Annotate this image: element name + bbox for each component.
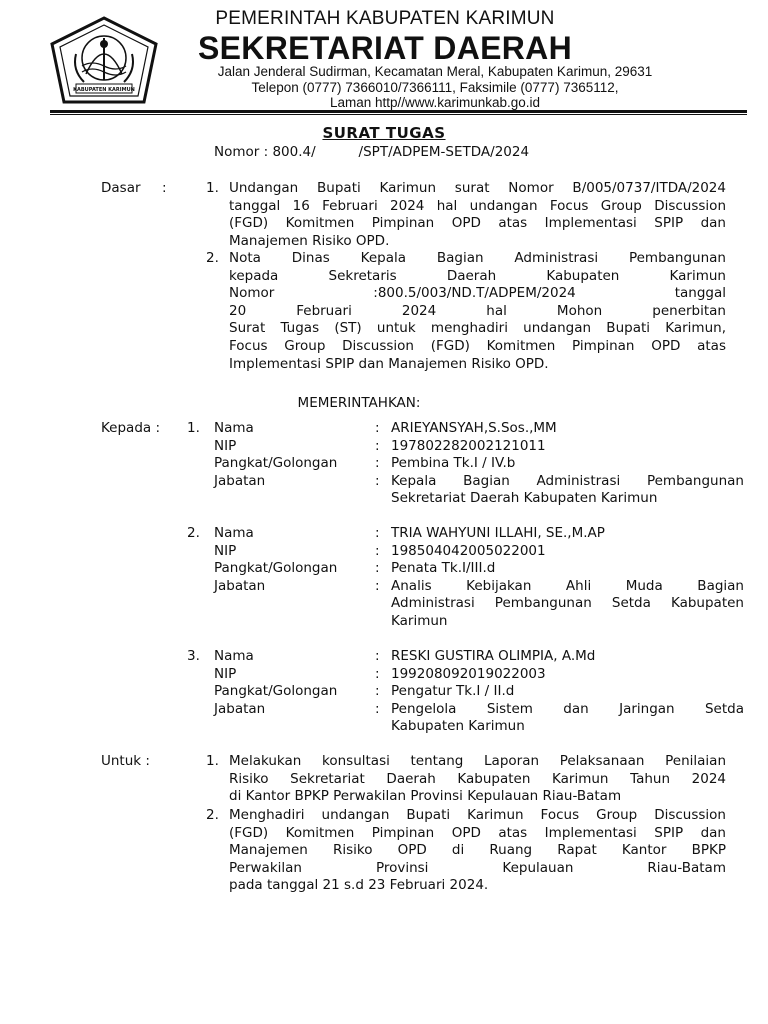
- person-rank: Pembina Tk.I / IV.b: [391, 455, 516, 472]
- text-line: (FGD) Komitmen Pimpinan OPD atas Implementasi SPIP dan: [229, 824, 726, 841]
- text-line: tanggal 16 Februari 2024 hal undangan Focus Group Discussion: [229, 197, 726, 214]
- field-label-nip: NIP: [214, 665, 237, 682]
- colon: :: [375, 577, 380, 594]
- text-line: Manajemen Risiko OPD.: [229, 232, 390, 249]
- person-nip: 198504042005022001: [391, 542, 546, 559]
- field-label-jabatan: Jabatan: [214, 700, 266, 717]
- karimun-emblem-logo: [46, 14, 162, 110]
- person-nip: 199208092019022003: [391, 665, 546, 682]
- letterhead-government: PEMERINTAH KABUPATEN KARIMUN: [215, 8, 555, 29]
- colon: :: [375, 683, 380, 700]
- memerintahkan-heading: MEMERINTAHKAN:: [297, 395, 421, 411]
- person-2-values: [391, 525, 744, 631]
- text-line: Nota Dinas Kepala Bagian Administrasi Pembangunan: [229, 250, 726, 266]
- letterhead-phone: Telepon (0777) 7366010/7366111, Faksimile (0777) 7365112,: [251, 79, 619, 95]
- person-2-colons: [375, 525, 380, 595]
- colon: :: [375, 455, 380, 472]
- colon: :: [375, 437, 380, 454]
- text-line: Manajemen Risiko OPD di Ruang Rapat Kantor BPKP: [229, 842, 726, 859]
- colon: :: [375, 472, 380, 489]
- field-label-nip: NIP: [214, 437, 237, 454]
- kepada-label: Kepada :: [101, 420, 161, 436]
- person-3-values: [391, 648, 744, 736]
- text-line: pada tanggal 21 s.d 23 Februari 2024.: [229, 877, 489, 894]
- letterhead-rule-thick: [50, 110, 747, 113]
- letterhead-address: Jalan Jenderal Sudirman, Kecamatan Meral, Kabupaten Karimun, 29631: [217, 64, 653, 79]
- letterhead-office: SEKRETARIAT DAERAH: [198, 30, 572, 66]
- text-line: Menghadiri undangan Bupati Karimun Focus Group Discussion: [229, 807, 726, 823]
- document-number: Nomor : 800.4/ /SPT/ADPEM-SETDA/2024: [214, 144, 530, 160]
- dasar-label: Dasar: [101, 180, 141, 196]
- text-line: Undangan Bupati Karimun surat Nomor B/005/0737/ITDA/2024: [229, 180, 726, 196]
- field-label-nip: NIP: [214, 542, 237, 559]
- dasar-colon: :: [162, 180, 167, 196]
- person-number: 1.: [187, 420, 200, 436]
- person-rank: Pengatur Tk.I / II.d: [391, 683, 515, 700]
- colon: :: [375, 648, 380, 664]
- person-2-fields: [214, 525, 337, 595]
- person-1-values: [391, 420, 744, 508]
- person-position: Karimun: [391, 612, 448, 629]
- person-1-fields: [214, 420, 337, 490]
- colon: :: [375, 542, 380, 559]
- person-name: TRIA WAHYUNI ILLAHI, SE.,M.AP: [391, 525, 605, 541]
- untuk-item-2: [229, 807, 726, 895]
- person-nip: 197802282002121011: [391, 437, 546, 454]
- field-label-jabatan: Jabatan: [214, 472, 266, 489]
- person-position: Kabupaten Karimun: [391, 718, 525, 735]
- person-position: Administrasi Pembangunan Setda Kabupaten: [391, 595, 744, 612]
- text-line: 20 Februari 2024 hal Mohon penerbitan: [229, 302, 726, 319]
- person-rank: Penata Tk.I/III.d: [391, 560, 496, 577]
- field-label-nama: Nama: [214, 525, 254, 541]
- letterhead-rule-thin: [50, 114, 747, 115]
- colon: :: [375, 665, 380, 682]
- field-label-jabatan: Jabatan: [214, 577, 266, 594]
- logo-caption: KABUPATEN KARIMUN: [73, 87, 135, 93]
- person-position: Analis Kebijakan Ahli Muda Bagian: [391, 577, 744, 594]
- field-label-pangkat: Pangkat/Golongan: [214, 560, 338, 577]
- colon: :: [375, 420, 380, 436]
- letterhead: [0, 0, 768, 120]
- person-position: Kepala Bagian Administrasi Pembangunan: [391, 472, 744, 489]
- person-name: RESKI GUSTIRA OLIMPIA, A.Md: [391, 648, 596, 664]
- text-line: (FGD) Komitmen Pimpinan OPD atas Implementasi SPIP dan: [229, 215, 726, 232]
- field-label-pangkat: Pangkat/Golongan: [214, 683, 338, 700]
- colon: :: [375, 525, 380, 541]
- field-label-pangkat: Pangkat/Golongan: [214, 455, 338, 472]
- person-3-colons: [375, 648, 380, 718]
- letterhead-website: Laman http//www.karimunkab.go.id: [329, 95, 541, 110]
- person-name: ARIEYANSYAH,S.Sos.,MM: [391, 420, 557, 436]
- untuk-item-number: 1.: [206, 753, 219, 769]
- document-title: SURAT TUGAS: [322, 124, 446, 142]
- text-line: Risiko Sekretariat Daerah Kabupaten Karimun Tahun 2024: [229, 770, 726, 787]
- text-line: Melakukan konsultasi tentang Laporan Pelaksanaan Penilaian: [229, 753, 726, 769]
- dasar-item-1: [229, 180, 726, 250]
- text-line: Perwakilan Provinsi Kepulauan Riau-Batam: [229, 859, 726, 876]
- person-number: 3.: [187, 648, 200, 664]
- text-line: Surat Tugas (ST) untuk menghadiri undangan Bupati Karimun,: [229, 320, 726, 337]
- dasar-item-number: 1.: [206, 180, 219, 196]
- person-1-colons: [375, 420, 380, 490]
- untuk-item-1: [229, 753, 726, 806]
- text-line: kepada Sekretaris Daerah Kabupaten Karimun: [229, 267, 726, 284]
- person-3-fields: [214, 648, 337, 718]
- field-label-nama: Nama: [214, 648, 254, 664]
- person-position: Sekretariat Daerah Kabupaten Karimun: [391, 490, 658, 507]
- field-label-nama: Nama: [214, 420, 254, 436]
- colon: :: [375, 700, 380, 717]
- dasar-item-2: [229, 250, 726, 373]
- person-number: 2.: [187, 525, 200, 541]
- dasar-item-number: 2.: [206, 250, 219, 266]
- person-position: Pengelola Sistem dan Jaringan Setda: [391, 700, 744, 717]
- text-line: di Kantor BPKP Perwakilan Provinsi Kepulauan Riau-Batam: [229, 788, 622, 805]
- text-line: Nomor :800.5/003/ND.T/ADPEM/2024 tanggal: [229, 285, 726, 302]
- text-line: Focus Group Discussion (FGD) Komitmen Pimpinan OPD atas: [229, 337, 726, 354]
- untuk-label: Untuk :: [101, 753, 150, 769]
- untuk-item-number: 2.: [206, 807, 219, 823]
- text-line: Implementasi SPIP dan Manajemen Risiko OPD.: [229, 355, 549, 372]
- colon: :: [375, 560, 380, 577]
